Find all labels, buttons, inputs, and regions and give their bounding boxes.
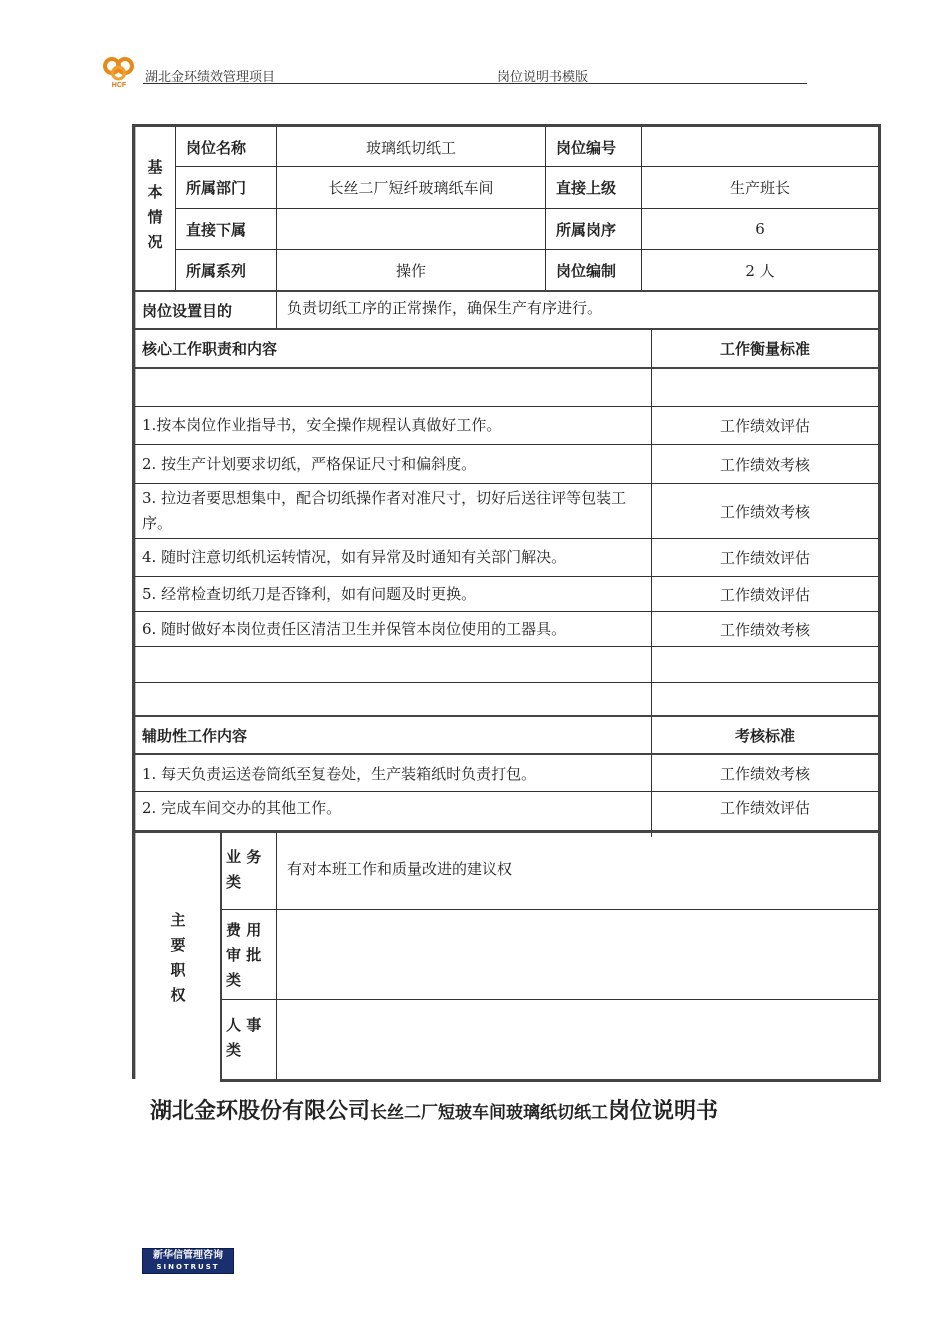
core-standard-3: 工作绩效考核	[719, 502, 810, 521]
title-suffix: 岗位说明书	[608, 1099, 719, 1124]
title-company: 湖北金环股份有限公司	[150, 1099, 371, 1124]
core-duty-6: 6. 随时做好本岗位责任区清洁卫生并保管本岗位使用的工器具。	[142, 619, 567, 638]
core-duty-8	[142, 683, 647, 715]
core-duty-4: 4. 随时注意切纸机运转情况，如有异常及时通知有关部门解决。	[142, 548, 567, 566]
aux-duties-header: 辅助性工作内容	[142, 727, 248, 745]
position-number-value	[642, 128, 878, 166]
sinotrust-logo-en: SINOTRUST	[156, 1263, 220, 1271]
subordinate-label: 直接下属	[186, 220, 247, 239]
sequence-value: 6	[755, 220, 765, 238]
rights-expense-text	[287, 910, 867, 999]
core-standard-0	[652, 369, 878, 406]
series-value: 操作	[395, 261, 426, 280]
rights-personnel-label: 人 事 类	[226, 1016, 262, 1059]
sinotrust-logo-cn: 新华信管理咨询	[153, 1250, 223, 1261]
purpose-text: 负责切纸工序的正常操作，确保生产有序进行。	[287, 298, 603, 317]
core-duty-2: 2. 按生产计划要求切纸，严格保证尺寸和偏斜度。	[142, 454, 477, 473]
core-duties-header: 核心工作职责和内容	[142, 340, 278, 358]
quota-value: 2 人	[745, 261, 775, 280]
core-duty-5: 5. 经常检查切纸刀是否锋利，如有问题及时更换。	[142, 584, 477, 603]
header-project: 湖北金环绩效管理项目	[145, 70, 276, 85]
position-name-label: 岗位名称	[186, 138, 247, 157]
department-value: 长丝二厂短纤玻璃纸车间	[328, 179, 494, 197]
basic-info-section-label: 基 本 情 况	[147, 158, 163, 251]
aux-standard-1: 工作绩效考核	[719, 764, 810, 783]
document-title	[150, 1094, 718, 1125]
core-duty-3: 3. 拉边者要思想集中，配合切纸操作者对准尺寸，切好后送往评等包装工序。	[142, 489, 627, 532]
position-number-label: 岗位编号	[556, 138, 617, 157]
aux-duty-1: 1. 每天负责运送卷筒纸至复卷处，生产装箱纸时负责打包。	[142, 764, 537, 783]
header-doc-type: 岗位说明书模版	[497, 70, 589, 85]
core-standard-4: 工作绩效评估	[719, 549, 810, 567]
superior-label: 直接上级	[556, 179, 617, 197]
rights-expense-label: 费 用 审 批 类	[226, 920, 262, 989]
purpose-label: 岗位设置目的	[142, 302, 233, 320]
aux-standard-header: 考核标准	[734, 727, 795, 745]
series-label: 所属系列	[186, 261, 247, 280]
rights-personnel-text	[287, 1000, 867, 1078]
core-standard-8	[652, 683, 878, 715]
quota-label: 岗位编制	[556, 261, 617, 280]
position-name-value: 玻璃纸切纸工	[365, 138, 456, 157]
sinotrust-logo	[142, 1248, 234, 1274]
aux-standard-2: 工作绩效评估	[719, 798, 810, 817]
hcf-logo-icon	[100, 55, 138, 89]
subordinate-value	[277, 209, 545, 249]
department-label: 所属部门	[186, 179, 247, 197]
header-rule	[143, 83, 807, 84]
core-duty-1: 1.按本岗位作业指导书，安全操作规程认真做好工作。	[142, 416, 502, 434]
core-standard-2: 工作绩效考核	[719, 455, 810, 474]
rights-section-label: 主 要 职 权	[170, 910, 186, 1004]
sequence-label: 所属岗序	[556, 220, 617, 239]
title-position: 长丝二厂短玻车间玻璃纸切纸工	[370, 1103, 609, 1123]
superior-value: 生产班长	[729, 179, 790, 197]
core-standard-1: 工作绩效评估	[719, 417, 810, 435]
core-standard-5: 工作绩效评估	[719, 585, 810, 604]
core-standard-7	[652, 647, 878, 682]
core-standard-6: 工作绩效考核	[719, 620, 810, 639]
svg-text:HCF: HCF	[111, 82, 127, 89]
core-standard-header: 工作衡量标准	[719, 340, 810, 358]
aux-duty-2: 2. 完成车间交办的其他工作。	[142, 798, 342, 817]
rights-business-label: 业 务 类	[226, 848, 262, 891]
company-logo	[100, 55, 138, 89]
core-duty-0	[142, 369, 647, 406]
core-duty-7	[142, 647, 647, 682]
rights-business-text: 有对本班工作和质量改进的建议权	[287, 859, 513, 878]
